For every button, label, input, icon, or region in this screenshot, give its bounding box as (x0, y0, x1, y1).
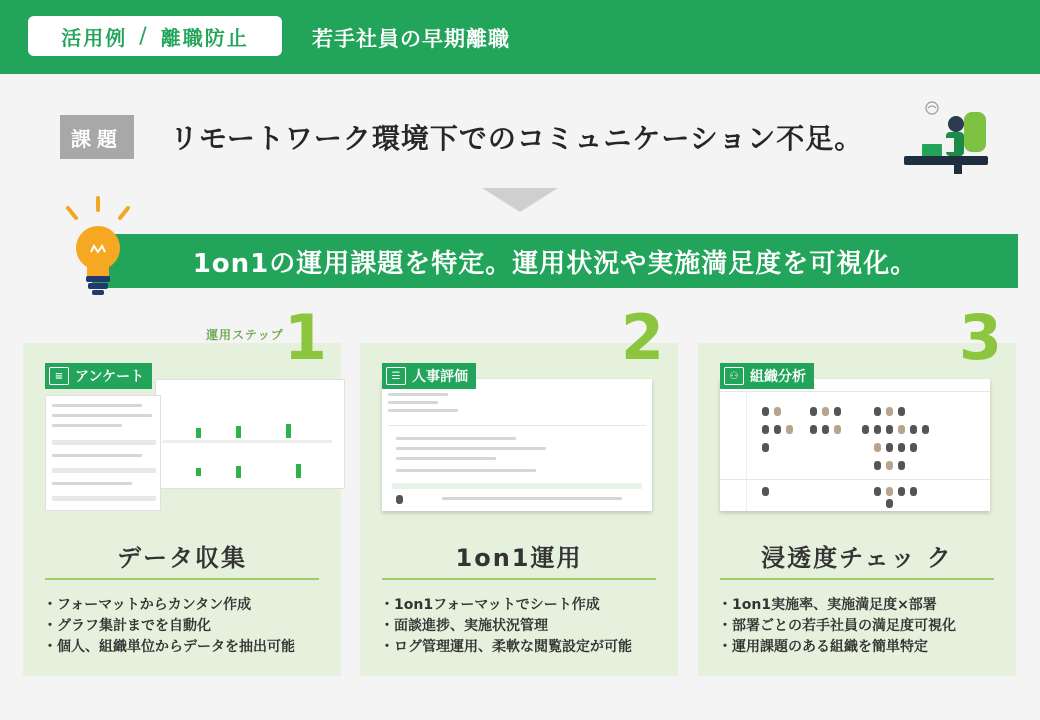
form-panel (45, 395, 161, 511)
survey-icon: ≡ (49, 367, 69, 385)
list-item: ・ ログ管理運用、柔軟な閲覧設定が可能 (380, 637, 632, 658)
bulb-icon (58, 196, 138, 300)
solution-banner: 1on1の運用課題を特定。運用状況や実施満足度を可視化。 (92, 234, 1018, 288)
down-arrow (482, 188, 558, 212)
step-number: 1 (283, 301, 327, 374)
step-card-3 (698, 301, 1016, 676)
tag-label: アンケート (75, 369, 145, 385)
header-bar (0, 0, 1040, 74)
tag-label: 組織分析 (750, 369, 806, 385)
card-title: 1on1運用 (455, 544, 583, 572)
list-item: ・ 個人、組織単位からデータを抽出可能 (43, 637, 295, 658)
step-card-2 (360, 301, 678, 676)
chart-panel (155, 379, 345, 489)
evaluation-screenshot (382, 379, 652, 511)
list-item: ・ 運用課題のある組織を簡単特定 (718, 637, 956, 658)
org-analysis-tag (720, 363, 814, 389)
step-number: 3 (958, 301, 1002, 374)
card-title: 浸透度チェッ ク (761, 544, 953, 572)
list-item: ・ 1on1実施率、実施満足度×部署 (718, 595, 956, 616)
usecase-category: 離職防止 (160, 25, 249, 50)
usecase-badge (28, 16, 282, 56)
divider (45, 578, 319, 580)
divider (382, 578, 656, 580)
issue-text: リモートワーク環境下でのコミュニケーション不足。 (170, 122, 864, 155)
divider (720, 578, 994, 580)
list-item: ・ 1on1フォーマットでシート作成 (380, 595, 632, 616)
step-number: 2 (620, 301, 664, 374)
badge-slash: / (139, 23, 149, 49)
feature-list (43, 595, 295, 658)
list-item: ・ 部署ごとの若手社員の満足度可視化 (718, 616, 956, 637)
org-chart-icon: ⚇ (724, 367, 744, 385)
org-analysis-screenshot (720, 379, 990, 511)
usecase-label: 活用例 (61, 25, 128, 50)
list-item: ・ グラフ集計までを自動化 (43, 616, 295, 637)
card-title: データ収集 (117, 544, 247, 572)
evaluation-icon: ☰ (386, 367, 406, 385)
survey-screenshot (45, 375, 315, 513)
evaluation-tag (382, 363, 476, 389)
steps-label: 運用ステップ (206, 328, 284, 342)
feature-list (380, 595, 632, 658)
person-laptop-illustration (898, 98, 994, 178)
header-title: 若手社員の早期離職 (312, 27, 510, 51)
list-item: ・ フォーマットからカンタン作成 (43, 595, 295, 616)
tag-label: 人事評価 (412, 369, 468, 385)
list-item: ・ 面談進捗、実施状況管理 (380, 616, 632, 637)
issue-badge: 課題 (60, 115, 134, 159)
survey-tag (45, 363, 152, 389)
feature-list (718, 595, 956, 658)
